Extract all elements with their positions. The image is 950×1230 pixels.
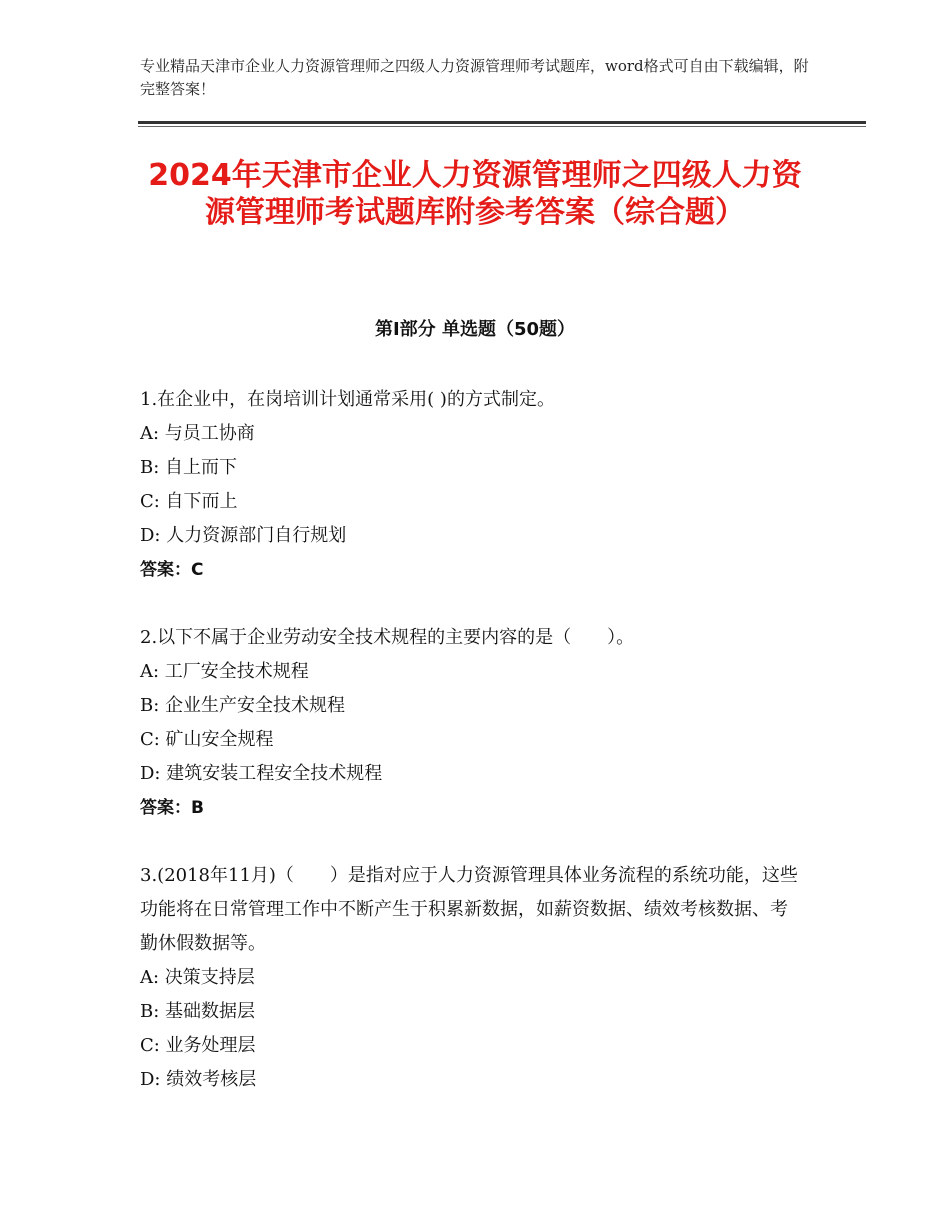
section-heading: 第Ⅰ部分 单选题（50题）	[374, 319, 575, 340]
option-d: D: 建筑安装工程安全技术规程	[140, 763, 383, 784]
option-d: D: 绩效考核层	[140, 1069, 257, 1090]
document-title: 2024年天津市企业人力资源管理师之四级人力资源管理师考试题库附参考答案（综合题）	[148, 158, 802, 230]
header-rule-thick	[138, 121, 866, 124]
answer: 答案：B	[140, 798, 204, 818]
answer: 答案：C	[140, 560, 204, 580]
question-1	[140, 383, 800, 587]
option-d: D: 人力资源部门自行规划	[140, 525, 347, 546]
option-b: B: 基础数据层	[140, 1001, 256, 1022]
header-note: 专业精品天津市企业人力资源管理师之四级人力资源管理师考试题库，word格式可自由下载编辑，附完整答案！	[140, 57, 809, 98]
option-a: A: 决策支持层	[140, 967, 255, 988]
option-a: A: 工厂安全技术规程	[140, 661, 309, 682]
option-b: B: 自上而下	[140, 457, 238, 478]
question-stem: 2.以下不属于企业劳动安全技术规程的主要内容的是（ ）。	[140, 627, 635, 648]
question-stem: 3.(2018年11月)（ ）是指对应于人力资源管理具体业务流程的系统功能，这些功能将在日常管理工作中不断产生于积累新数据，如薪资数据、绩效考核数据、考勤休假数据等。	[140, 865, 798, 954]
question-3	[140, 859, 800, 1097]
question-2	[140, 621, 800, 825]
option-c: C: 自下而上	[140, 491, 238, 512]
option-c: C: 矿山安全规程	[140, 729, 274, 750]
question-list	[140, 383, 800, 1097]
option-c: C: 业务处理层	[140, 1035, 256, 1056]
option-b: B: 企业生产安全技术规程	[140, 695, 346, 716]
question-stem: 1.在企业中，在岗培训计划通常采用( )的方式制定。	[140, 389, 555, 410]
option-a: A: 与员工协商	[140, 423, 255, 444]
header-rule-thin	[138, 126, 866, 127]
